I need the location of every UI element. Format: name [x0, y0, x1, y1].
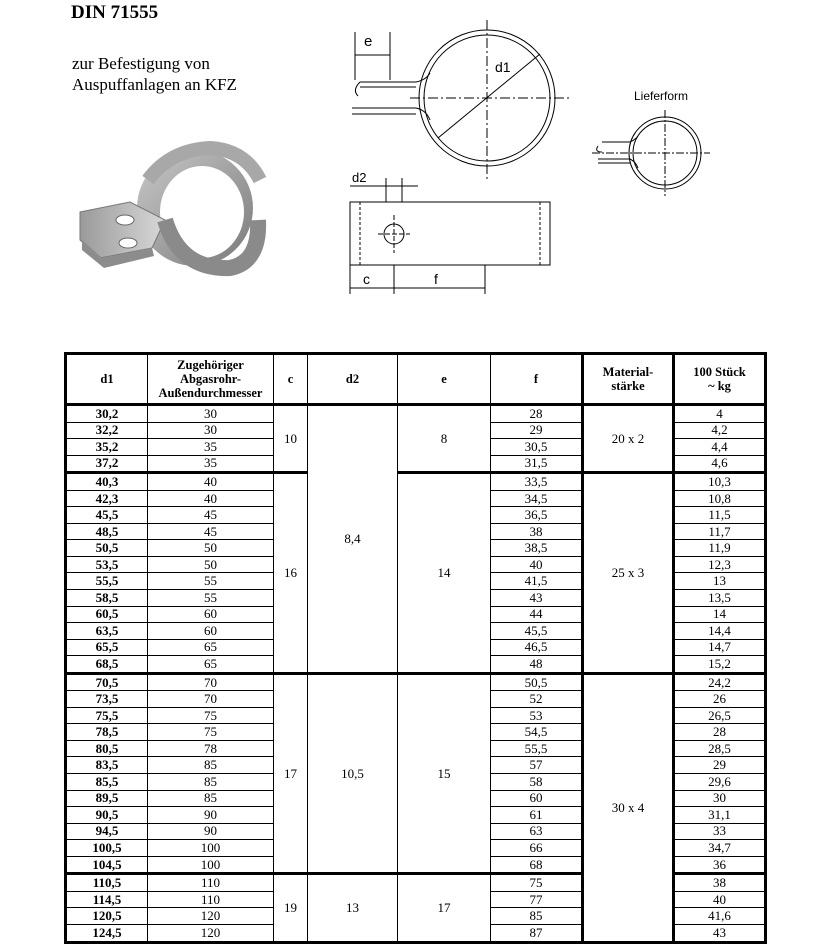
cell-f: 58	[491, 774, 583, 791]
cell-weight: 14,4	[674, 623, 766, 640]
cell-c: 17	[274, 673, 308, 874]
cell-f: 53	[491, 707, 583, 724]
cell-abgasrohr: 65	[148, 639, 274, 656]
table-row	[66, 673, 766, 691]
cell-d1: 50,5	[66, 540, 148, 557]
cell-abgasrohr: 35	[148, 455, 274, 473]
header-d2: d2	[308, 354, 398, 405]
cell-d1: 94,5	[66, 823, 148, 840]
cell-weight: 10,8	[674, 490, 766, 507]
cell-weight: 4,4	[674, 439, 766, 456]
cell-weight: 14	[674, 606, 766, 623]
cell-d2: 10,5	[308, 673, 398, 874]
cell-weight: 4	[674, 405, 766, 423]
cell-abgasrohr: 100	[148, 856, 274, 874]
cell-d1: 68,5	[66, 656, 148, 674]
cell-abgasrohr: 120	[148, 924, 274, 942]
cell-f: 28	[491, 405, 583, 423]
cell-d1: 35,2	[66, 439, 148, 456]
cell-d1: 48,5	[66, 523, 148, 540]
cell-abgasrohr: 50	[148, 540, 274, 557]
cell-f: 41,5	[491, 573, 583, 590]
cell-c: 19	[274, 874, 308, 942]
header-abgas-line3: Außendurchmesser	[158, 386, 263, 400]
cell-abgasrohr: 90	[148, 823, 274, 840]
cell-d1: 83,5	[66, 757, 148, 774]
cell-d1: 78,5	[66, 724, 148, 741]
cell-f: 29	[491, 422, 583, 439]
cell-d1: 42,3	[66, 490, 148, 507]
cell-abgasrohr: 30	[148, 405, 274, 423]
subtitle-line-2: Auspuffanlagen an KFZ	[72, 75, 237, 94]
cell-f: 38,5	[491, 540, 583, 557]
cell-f: 55,5	[491, 740, 583, 757]
cell-weight: 11,7	[674, 523, 766, 540]
cell-f: 87	[491, 924, 583, 942]
cell-f: 48	[491, 656, 583, 674]
cell-abgasrohr: 100	[148, 840, 274, 857]
cell-abgasrohr: 40	[148, 490, 274, 507]
cell-weight: 15,2	[674, 656, 766, 674]
cell-f: 68	[491, 856, 583, 874]
cell-weight: 12,3	[674, 556, 766, 573]
cell-e: 15	[398, 673, 491, 874]
cell-d1: 104,5	[66, 856, 148, 874]
cell-weight: 13	[674, 573, 766, 590]
cell-f: 61	[491, 807, 583, 824]
table-row	[66, 473, 766, 491]
cell-weight: 33	[674, 823, 766, 840]
cell-weight: 13,5	[674, 590, 766, 607]
header-mat-line2: stärke	[611, 379, 645, 393]
header-c: c	[274, 354, 308, 405]
cell-d1: 124,5	[66, 924, 148, 942]
cell-abgasrohr: 45	[148, 523, 274, 540]
cell-d1: 55,5	[66, 573, 148, 590]
cell-material: 30 x 4	[583, 673, 674, 942]
cell-weight: 29,6	[674, 774, 766, 791]
cell-c: 10	[274, 405, 308, 473]
cell-d1: 32,2	[66, 422, 148, 439]
header-d1: d1	[66, 354, 148, 405]
header-mat-line1: Material-	[602, 365, 654, 379]
cell-abgasrohr: 70	[148, 691, 274, 708]
cell-abgasrohr: 78	[148, 740, 274, 757]
cell-e: 8	[398, 405, 491, 473]
subtitle-line-1: zur Befestigung von	[72, 54, 210, 73]
cell-abgasrohr: 120	[148, 908, 274, 925]
table-row	[66, 405, 766, 423]
cell-weight: 11,5	[674, 507, 766, 524]
cell-f: 66	[491, 840, 583, 857]
table-header-row	[66, 354, 766, 405]
cell-d1: 110,5	[66, 874, 148, 892]
cell-weight: 34,7	[674, 840, 766, 857]
cell-e: 14	[398, 473, 491, 674]
cell-abgasrohr: 70	[148, 673, 274, 691]
cell-f: 77	[491, 891, 583, 908]
label-d2: d2	[352, 170, 367, 185]
cell-abgasrohr: 60	[148, 623, 274, 640]
cell-d1: 89,5	[66, 790, 148, 807]
cell-weight: 28,5	[674, 740, 766, 757]
cell-d1: 120,5	[66, 908, 148, 925]
page-title: DIN 71555	[71, 2, 159, 23]
cell-f: 52	[491, 691, 583, 708]
cell-d1: 60,5	[66, 606, 148, 623]
cell-f: 46,5	[491, 639, 583, 656]
header-e: e	[398, 354, 491, 405]
cell-abgasrohr: 85	[148, 790, 274, 807]
cell-f: 30,5	[491, 439, 583, 456]
cell-d1: 30,2	[66, 405, 148, 423]
technical-drawing	[330, 10, 730, 300]
cell-d1: 90,5	[66, 807, 148, 824]
cell-d1: 53,5	[66, 556, 148, 573]
cell-e: 17	[398, 874, 491, 942]
cell-f: 75	[491, 874, 583, 892]
cell-abgasrohr: 55	[148, 573, 274, 590]
cell-f: 60	[491, 790, 583, 807]
cell-weight: 26	[674, 691, 766, 708]
header-material	[583, 354, 674, 405]
cell-weight: 28	[674, 724, 766, 741]
cell-weight: 4,6	[674, 455, 766, 473]
cell-weight: 29	[674, 757, 766, 774]
cell-f: 54,5	[491, 724, 583, 741]
cell-weight: 43	[674, 924, 766, 942]
cell-d1: 114,5	[66, 891, 148, 908]
cell-weight: 30	[674, 790, 766, 807]
cell-d1: 70,5	[66, 673, 148, 691]
cell-f: 33,5	[491, 473, 583, 491]
cell-abgasrohr: 60	[148, 606, 274, 623]
header-abgasrohr	[148, 354, 274, 405]
cell-weight: 31,1	[674, 807, 766, 824]
cell-d1: 58,5	[66, 590, 148, 607]
label-lieferform: Lieferform	[634, 89, 689, 103]
cell-abgasrohr: 90	[148, 807, 274, 824]
cell-d1: 85,5	[66, 774, 148, 791]
label-f: f	[434, 271, 438, 287]
cell-d1: 37,2	[66, 455, 148, 473]
cell-f: 44	[491, 606, 583, 623]
cell-weight: 10,3	[674, 473, 766, 491]
cell-abgasrohr: 40	[148, 473, 274, 491]
header-kg-line2: ~ kg	[708, 379, 731, 393]
cell-f: 38	[491, 523, 583, 540]
cell-d1: 45,5	[66, 507, 148, 524]
cell-abgasrohr: 50	[148, 556, 274, 573]
dimension-table	[64, 352, 767, 944]
cell-d1: 65,5	[66, 639, 148, 656]
cell-f: 34,5	[491, 490, 583, 507]
header-f: f	[491, 354, 583, 405]
cell-weight: 26,5	[674, 707, 766, 724]
cell-d1: 100,5	[66, 840, 148, 857]
cell-abgasrohr: 55	[148, 590, 274, 607]
cell-f: 45,5	[491, 623, 583, 640]
cell-material: 20 x 2	[583, 405, 674, 473]
cell-weight: 14,7	[674, 639, 766, 656]
cell-d1: 63,5	[66, 623, 148, 640]
cell-weight: 11,9	[674, 540, 766, 557]
cell-d1: 75,5	[66, 707, 148, 724]
cell-abgasrohr: 85	[148, 757, 274, 774]
cell-d2: 13	[308, 874, 398, 942]
cell-abgasrohr: 65	[148, 656, 274, 674]
subtitle	[72, 53, 237, 95]
cell-abgasrohr: 110	[148, 874, 274, 892]
cell-f: 50,5	[491, 673, 583, 691]
cell-abgasrohr: 45	[148, 507, 274, 524]
cell-f: 31,5	[491, 455, 583, 473]
header-kg-line1: 100 Stück	[693, 365, 746, 379]
cell-f: 43	[491, 590, 583, 607]
clamp-3d-illustration	[70, 140, 270, 285]
cell-d2: 8,4	[308, 405, 398, 674]
label-d1: d1	[495, 59, 511, 75]
cell-f: 40	[491, 556, 583, 573]
label-e: e	[364, 33, 373, 50]
header-abgas-line1: Zugehöriger	[177, 358, 244, 372]
cell-abgasrohr: 75	[148, 724, 274, 741]
label-c: c	[363, 271, 370, 287]
cell-abgasrohr: 75	[148, 707, 274, 724]
cell-abgasrohr: 35	[148, 439, 274, 456]
cell-d1: 80,5	[66, 740, 148, 757]
cell-weight: 24,2	[674, 673, 766, 691]
cell-weight: 36	[674, 856, 766, 874]
cell-f: 85	[491, 908, 583, 925]
cell-material: 25 x 3	[583, 473, 674, 674]
cell-weight: 40	[674, 891, 766, 908]
cell-abgasrohr: 30	[148, 422, 274, 439]
cell-f: 63	[491, 823, 583, 840]
cell-c: 16	[274, 473, 308, 674]
cell-d1: 40,3	[66, 473, 148, 491]
cell-d1: 73,5	[66, 691, 148, 708]
cell-abgasrohr: 110	[148, 891, 274, 908]
cell-weight: 4,2	[674, 422, 766, 439]
cell-f: 36,5	[491, 507, 583, 524]
header-weight	[674, 354, 766, 405]
cell-weight: 38	[674, 874, 766, 892]
cell-abgasrohr: 85	[148, 774, 274, 791]
table-body	[66, 405, 766, 943]
cell-weight: 41,6	[674, 908, 766, 925]
cell-f: 57	[491, 757, 583, 774]
header-abgas-line2: Abgasrohr-	[179, 372, 242, 386]
